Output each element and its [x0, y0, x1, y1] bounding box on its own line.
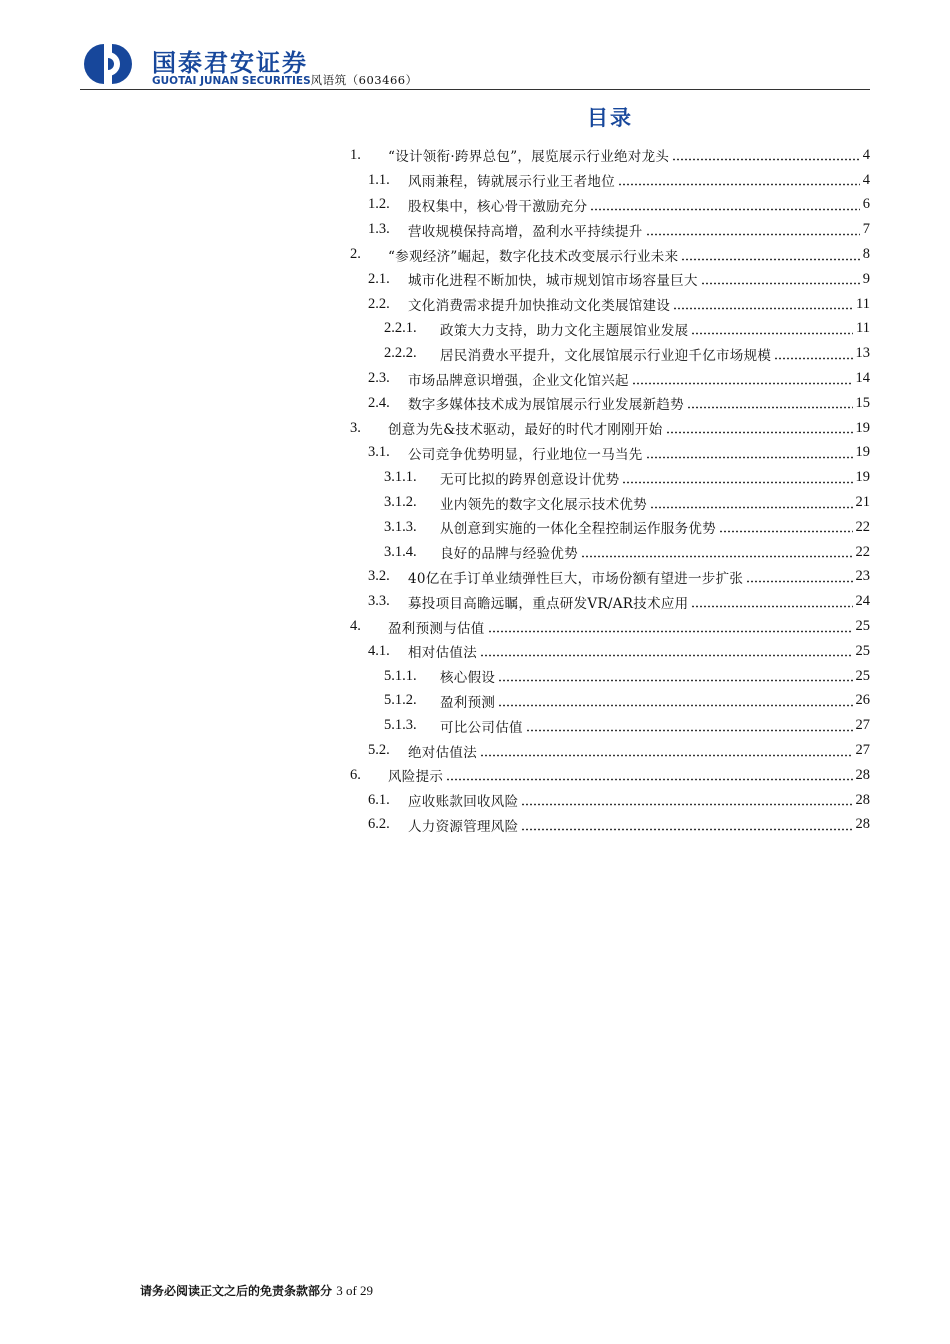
- toc-entry-title: 城市化进程不断加快，城市规划馆市场容量巨大: [408, 273, 698, 290]
- toc-entry-page: 15: [855, 394, 870, 411]
- toc-entry-number: 2.1.: [368, 270, 390, 287]
- toc-entry-page: 25: [855, 667, 870, 684]
- footer-disclaimer: 请务必阅读正文之后的免责条款部分: [140, 1284, 333, 1298]
- toc-entry[interactable]: [340, 193, 870, 218]
- toc-entry-title: 核心假设: [440, 670, 496, 687]
- toc-entry-title: 40亿在手订单业绩弹性巨大，市场份额有望进一步扩张: [408, 570, 744, 587]
- toc-entry-page: 9: [862, 270, 870, 287]
- toc-entry-number: 5.2.: [368, 742, 390, 759]
- toc-entry[interactable]: [340, 589, 870, 614]
- toc-entry-title: 公司竞争优势明显，行业地位一马当先: [408, 446, 643, 463]
- toc-entry-title: 文化消费需求提升加快推动文化类展馆建设: [408, 298, 671, 315]
- page-footer: [140, 1282, 373, 1299]
- toc-dot-leader: [666, 421, 853, 435]
- toc-entry-title: 风险提示: [388, 769, 444, 786]
- toc-entry-page: 19: [855, 444, 870, 461]
- toc-title: 目录: [587, 106, 633, 130]
- toc-entry-page: 26: [855, 692, 870, 709]
- toc-entry-page: 11: [856, 295, 870, 312]
- toc-entry-number: 4.: [350, 618, 361, 635]
- toc-entry-number: 3.1.3.: [384, 518, 417, 535]
- toc-entry-page: 27: [855, 742, 870, 759]
- toc-entry-number: 2.2.: [368, 295, 390, 312]
- toc-dot-leader: [480, 744, 853, 758]
- toc-entry-page: 27: [855, 717, 870, 734]
- toc-entry[interactable]: [340, 465, 870, 490]
- toc-entry-number: 6.1.: [368, 791, 390, 808]
- toc-entry-page: 8: [862, 246, 870, 263]
- brand-name-english: GUOTAI JUNAN SECURITIES: [152, 75, 311, 87]
- toc-entry-page: 25: [855, 642, 870, 659]
- toc-entry[interactable]: [340, 317, 870, 342]
- toc-entry[interactable]: [340, 763, 870, 788]
- toc-entry-title: “参观经济”崛起，数字化技术改变展示行业未来: [388, 248, 679, 265]
- toc-entry[interactable]: [340, 664, 870, 689]
- toc-entry[interactable]: [340, 713, 870, 738]
- toc-dot-leader: [646, 223, 860, 237]
- toc-entry-page: 19: [855, 469, 870, 486]
- toc-entry-number: 5.1.2.: [384, 692, 417, 709]
- toc-entry-title: 相对估值法: [408, 645, 477, 662]
- toc-entry-number: 3.1.4.: [384, 543, 417, 560]
- toc-entry[interactable]: [340, 565, 870, 590]
- toc-entry[interactable]: [340, 639, 870, 664]
- toc-entry-title: 营收规模保持高增，盈利水平持续提升: [408, 223, 643, 240]
- toc-entry-title: 风雨兼程，铸就展示行业王者地位: [408, 174, 615, 191]
- toc-entry-title: 无可比拟的跨界创意设计优势: [440, 471, 620, 488]
- toc-entry[interactable]: [340, 490, 870, 515]
- toc-entry[interactable]: [340, 242, 870, 267]
- toc-entry-number: 5.1.1.: [384, 667, 417, 684]
- toc-dot-leader: [687, 396, 853, 410]
- toc-entry-title: 可比公司估值: [440, 719, 523, 736]
- toc-entry-number: 6.2.: [368, 816, 390, 833]
- table-of-contents: [340, 143, 870, 837]
- toc-entry-title: 绝对估值法: [408, 744, 477, 761]
- toc-dot-leader: [672, 148, 860, 162]
- toc-entry-page: 28: [855, 766, 870, 783]
- toc-dot-leader: [650, 496, 853, 510]
- toc-entry-number: 5.1.3.: [384, 717, 417, 734]
- toc-entry[interactable]: [340, 217, 870, 242]
- toc-dot-leader: [691, 595, 852, 609]
- toc-entry-number: 2.4.: [368, 394, 390, 411]
- toc-entry-title: 盈利预测: [440, 694, 496, 711]
- toc-dot-leader: [622, 471, 852, 485]
- toc-dot-leader: [632, 372, 853, 386]
- brand-name-chinese: 国泰君安证券: [152, 49, 308, 77]
- toc-entry-title: 居民消费水平提升，文化展馆展示行业迎千亿市场规模: [440, 347, 772, 364]
- toc-entry-page: 22: [855, 518, 870, 535]
- toc-entry-page: 4: [862, 146, 870, 163]
- guotai-junan-logo-icon: [80, 44, 136, 84]
- toc-entry[interactable]: [340, 441, 870, 466]
- toc-entry-number: 1.2.: [368, 196, 390, 213]
- toc-dot-leader: [480, 644, 853, 658]
- toc-entry[interactable]: [340, 738, 870, 763]
- toc-entry[interactable]: [340, 540, 870, 565]
- report-company: 风语筑（603466）: [310, 73, 418, 87]
- toc-entry-title: 募投项目高瞻远瞩，重点研发VR/AR技术应用: [408, 595, 689, 612]
- toc-entry-title: 业内领先的数字文化展示技术优势: [440, 496, 647, 513]
- toc-entry-number: 1.: [350, 146, 361, 163]
- toc-entry-page: 7: [862, 221, 870, 238]
- toc-entry-page: 14: [855, 370, 870, 387]
- toc-dot-leader: [646, 446, 853, 460]
- toc-entry[interactable]: [340, 292, 870, 317]
- toc-dot-leader: [719, 520, 853, 534]
- toc-entry[interactable]: [340, 366, 870, 391]
- toc-entry-title: 从创意到实施的一体化全程控制运作服务优势: [440, 521, 716, 538]
- toc-entry-page: 22: [855, 543, 870, 560]
- toc-entry-page: 6: [862, 196, 870, 213]
- toc-entry-title: 盈利预测与估值: [388, 620, 485, 637]
- toc-entry-title: “设计领衔·跨界总包”，展览展示行业绝对龙头: [388, 149, 670, 166]
- toc-entry-number: 4.1.: [368, 642, 390, 659]
- toc-entry-page: 24: [855, 593, 870, 610]
- toc-entry-number: 3.2.: [368, 568, 390, 585]
- toc-dot-leader: [581, 545, 853, 559]
- toc-entry-page: 13: [855, 345, 870, 362]
- toc-entry-number: 6.: [350, 766, 361, 783]
- toc-entry-title: 股权集中，核心骨干激励充分: [408, 198, 588, 215]
- toc-dot-leader: [521, 793, 852, 807]
- toc-entry[interactable]: [340, 689, 870, 714]
- toc-entry-number: 3.1.2.: [384, 494, 417, 511]
- toc-entry-title: 人力资源管理风险: [408, 818, 519, 835]
- toc-dot-leader: [446, 768, 852, 782]
- toc-entry-page: 21: [855, 494, 870, 511]
- toc-dot-leader: [590, 198, 859, 212]
- toc-entry-page: 28: [855, 791, 870, 808]
- toc-entry-number: 2.3.: [368, 370, 390, 387]
- toc-entry-title: 政策大力支持，助力文化主题展馆业发展: [440, 322, 689, 339]
- toc-entry-title: 创意为先&技术驱动，最好的时代才刚刚开始: [388, 422, 663, 439]
- toc-entry-number: 2.2.1.: [384, 320, 417, 337]
- toc-entry[interactable]: [340, 143, 870, 168]
- toc-entry-number: 1.3.: [368, 221, 390, 238]
- toc-dot-leader: [618, 173, 860, 187]
- toc-entry-title: 市场品牌意识增强，企业文化馆兴起: [408, 372, 629, 389]
- toc-entry[interactable]: [340, 391, 870, 416]
- toc-entry-page: 4: [862, 171, 870, 188]
- toc-entry-number: 3.1.1.: [384, 469, 417, 486]
- toc-dot-leader: [498, 694, 852, 708]
- toc-dot-leader: [691, 322, 853, 336]
- footer-page-number: 3 of 29: [336, 1283, 374, 1298]
- toc-entry[interactable]: [340, 168, 870, 193]
- toc-dot-leader: [701, 272, 860, 286]
- toc-entry[interactable]: [340, 515, 870, 540]
- toc-entry-number: 1.1.: [368, 171, 390, 188]
- toc-entry-number: 3.3.: [368, 593, 390, 610]
- toc-dot-leader: [526, 719, 853, 733]
- toc-dot-leader: [521, 818, 852, 832]
- brand-line: [152, 72, 418, 88]
- toc-entry[interactable]: [340, 614, 870, 639]
- toc-entry-title: 应收账款回收风险: [408, 794, 519, 811]
- toc-entry[interactable]: [340, 341, 870, 366]
- toc-entry-page: 11: [856, 320, 870, 337]
- toc-entry-number: 2.2.2.: [384, 345, 417, 362]
- toc-entry-page: 28: [855, 816, 870, 833]
- toc-entry-title: 良好的品牌与经验优势: [440, 546, 578, 563]
- toc-entry[interactable]: [340, 813, 870, 838]
- toc-entry[interactable]: [340, 416, 870, 441]
- toc-dot-leader: [746, 570, 852, 584]
- toc-dot-leader: [673, 297, 853, 311]
- toc-dot-leader: [498, 669, 852, 683]
- toc-dot-leader: [681, 248, 859, 262]
- toc-entry-number: 3.: [350, 419, 361, 436]
- toc-entry-page: 19: [855, 419, 870, 436]
- toc-entry[interactable]: [340, 788, 870, 813]
- toc-entry-title: 数字多媒体技术成为展馆展示行业发展新趋势: [408, 397, 684, 414]
- toc-entry-number: 3.1.: [368, 444, 390, 461]
- toc-entry-number: 2.: [350, 246, 361, 263]
- toc-entry[interactable]: [340, 267, 870, 292]
- page-header: [80, 40, 870, 92]
- header-divider: [80, 89, 870, 90]
- toc-dot-leader: [774, 347, 852, 361]
- toc-entry-page: 25: [855, 618, 870, 635]
- toc-entry-page: 23: [855, 568, 870, 585]
- toc-dot-leader: [488, 620, 853, 634]
